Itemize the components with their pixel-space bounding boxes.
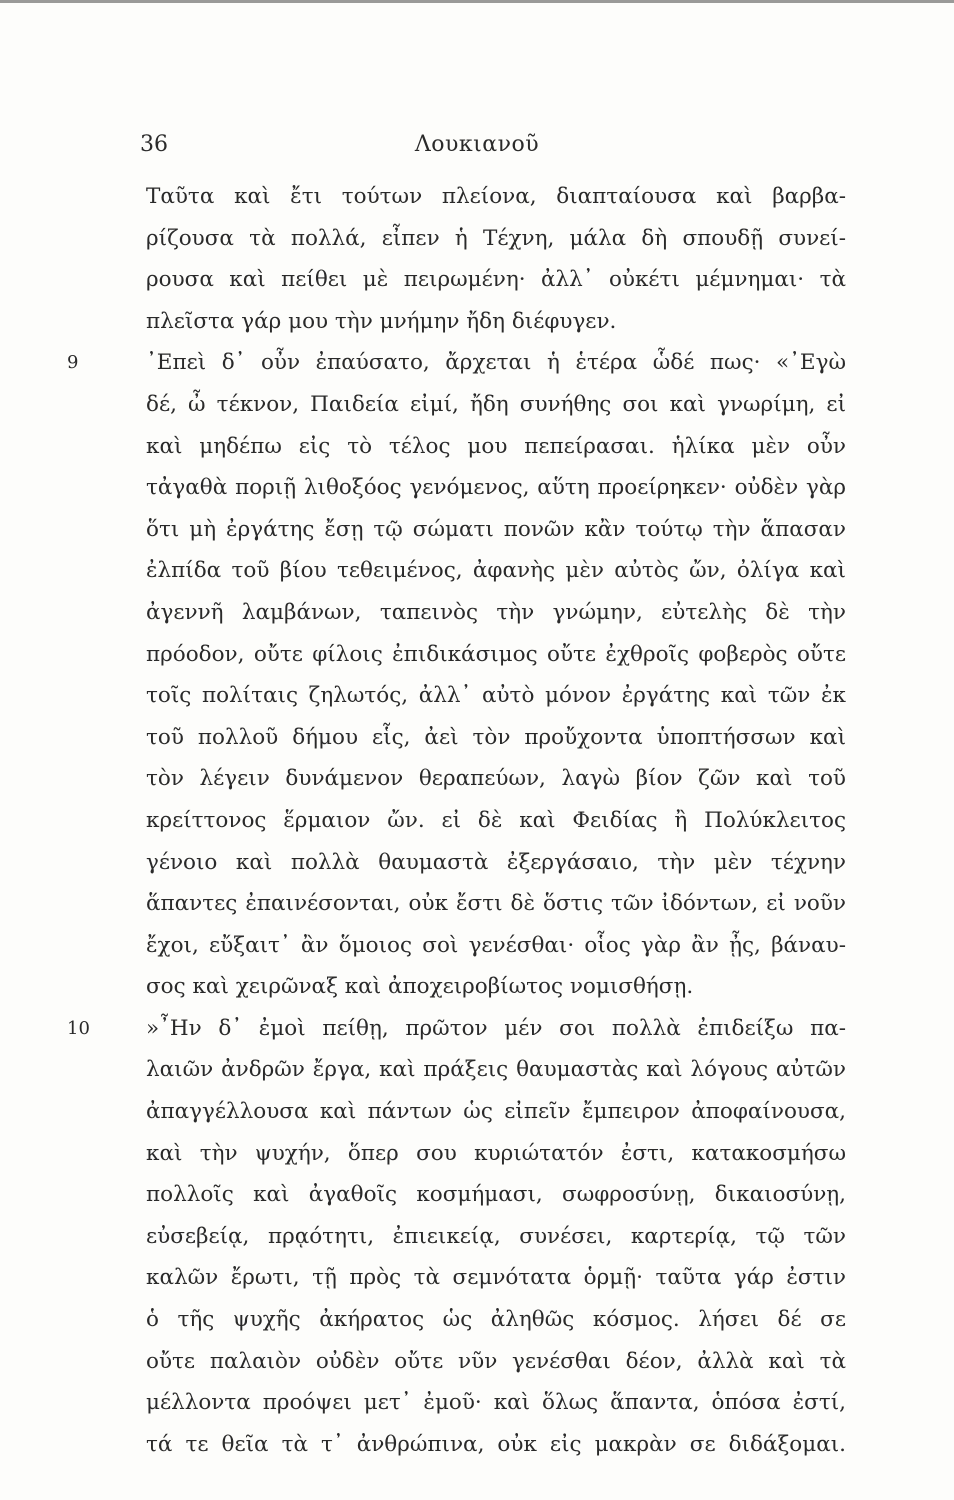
text-line	[67, 1008, 846, 1050]
line-text: δέ, ὦ τέκνον, Παιδεία εἰμί, ἤδη συνήθης σοι καὶ γνωρίμη, εἰ	[146, 391, 846, 417]
text-line	[146, 1049, 846, 1091]
line-text: καλῶν ἔρωτι, τῇ πρὸς τὰ σεμνότατα ὁρμῇ· ταῦτα γάρ ἐστιν	[146, 1265, 846, 1291]
line-text: γένοιο καὶ πολλὰ θαυμαστὰ ἐξεργάσαιο, τὴν μὲν τέχνην	[146, 849, 846, 875]
page-number: 36	[140, 132, 168, 157]
line-text: καὶ μηδέπω εἰς τὸ τέλος μου πεπείρασαι. ἡλίκα μὲν οὖν	[146, 433, 846, 459]
text-line	[146, 426, 846, 468]
text-line	[146, 925, 846, 967]
text-line	[146, 1299, 846, 1341]
line-text: πρόοδον, οὔτε φίλοις ἐπιδικάσιμος οὔτε ἐχθροῖς φοβερὸς οὔτε	[146, 641, 846, 667]
line-text: ἅπαντες ἐπαινέσονται, οὐκ ἔστι δὲ ὅστις τῶν ἰδόντων, εἰ νοῦν	[146, 891, 846, 917]
text-line	[146, 550, 846, 592]
line-text: ἀπαγγέλλουσα καὶ πάντων ὡς εἰπεῖν ἔμπειρον ἀποφαίνουσα,	[146, 1099, 846, 1125]
page-top-edge	[0, 0, 954, 3]
line-text: μέλλοντα προόψει μετ᾿ ἐμοῦ· καὶ ὅλως ἅπαντα, ὁπόσα ἐστί,	[146, 1390, 846, 1416]
text-line	[146, 675, 846, 717]
text-line	[146, 176, 846, 218]
line-text: λαιῶν ἀνδρῶν ἔργα, καὶ πράξεις θαυμαστὰς καὶ λόγους αὐτῶν	[146, 1057, 846, 1083]
line-text: »῏Ην δ᾿ ἐμοὶ πείθῃ, πρῶτον μέν σοι πολλὰ ἐπιδείξω πα-	[146, 1015, 846, 1041]
text-line	[146, 592, 846, 634]
text-line	[146, 1133, 846, 1175]
line-text: ᾿Επεὶ δ᾿ οὖν ἐπαύσατο, ἄρχεται ἡ ἑτέρα ὧδέ πως· «᾿Εγὼ	[146, 350, 846, 376]
line-text: πολλοῖς καὶ ἀγαθοῖς κοσμήμασι, σωφροσύνῃ, δικαιοσύνῃ,	[146, 1182, 846, 1208]
text-line	[146, 842, 846, 884]
line-text: ἐλπίδα τοῦ βίου τεθειμένος, ἀφανὴς μὲν αὐτὸς ὤν, ὀλίγα καὶ	[146, 558, 846, 584]
text-line	[146, 384, 846, 426]
line-text: ὁ τῆς ψυχῆς ἀκήρατος ὡς ἀληθῶς κόσμος. λήσει δέ σε	[146, 1307, 846, 1333]
section-number: 9	[67, 352, 79, 374]
line-text: οὔτε παλαιὸν οὐδὲν οὔτε νῦν γενέσθαι δέον, ἀλλὰ καὶ τὰ	[146, 1348, 846, 1374]
line-text: Ταῦτα καὶ ἔτι τούτων πλείονα, διαπταίουσα καὶ βαρβα-	[146, 184, 846, 209]
line-text: τά τε θεῖα τὰ τ᾿ ἀνθρώπινα, οὐκ εἰς μακρὰν σε διδάξομαι.	[146, 1431, 846, 1457]
running-head: Λουκιανοῦ	[414, 132, 540, 157]
line-text: ἀγεννῆ λαμβάνων, ταπεινὸς τὴν γνώμην, εὐτελὴς δὲ τὴν	[146, 599, 846, 625]
line-text: τἀγαθὰ ποριῇ λιθοξόος γενόμενος, αὕτη προείρηκεν· οὐδὲν γὰρ	[146, 475, 846, 501]
text-line	[146, 966, 846, 1008]
text-line	[146, 758, 846, 800]
line-text: κρείττονος ἕρμαιον ὤν. εἰ δὲ καὶ Φειδίας ἢ Πολύκλειτος	[146, 807, 846, 833]
line-text: σος καὶ χειρῶναξ καὶ ἀποχειροβίωτος νομισθήσῃ.	[146, 974, 694, 1000]
line-text: καὶ τὴν ψυχήν, ὅπερ σου κυριώτατόν ἐστι, κατακοσμήσω	[146, 1140, 846, 1166]
text-line	[67, 342, 846, 384]
text-line	[146, 883, 846, 925]
text-line	[146, 467, 846, 509]
text-line	[146, 1257, 846, 1299]
main-text	[67, 176, 846, 1465]
text-line	[146, 301, 846, 343]
text-line	[146, 1091, 846, 1133]
line-text: τοῦ πολλοῦ δήμου εἷς, ἀεὶ τὸν προὔχοντα ὑποπτήσσων καὶ	[146, 724, 846, 750]
line-text: τοῖς πολίταις ζηλωτός, ἀλλ᾿ αὐτὸ μόνον ἐργάτης καὶ τῶν ἐκ	[146, 683, 846, 709]
line-text: ρίζουσα τὰ πολλά, εἶπεν ἡ Τέχνη, μάλα δὴ σπουδῇ συνεί-	[146, 225, 846, 251]
text-line	[146, 1216, 846, 1258]
line-text: τὸν λέγειν δυνάμενον θεραπεύων, λαγὼ βίον ζῶν καὶ τοῦ	[146, 766, 846, 792]
text-line	[146, 259, 846, 301]
line-text: ὅτι μὴ ἐργάτης ἔσῃ τῷ σώματι πονῶν κἂν τούτῳ τὴν ἅπασαν	[146, 516, 846, 542]
text-line	[146, 1341, 846, 1383]
text-line	[146, 1174, 846, 1216]
line-text: πλεῖστα γάρ μου τὴν μνήμην ἤδη διέφυγεν.	[146, 308, 617, 334]
section-number: 10	[67, 1017, 90, 1039]
text-line	[146, 218, 846, 260]
text-line	[146, 717, 846, 759]
line-text: ἔχοι, εὔξαιτ᾿ ἂν ὅμοιος σοὶ γενέσθαι· οἷος γὰρ ἂν ᾖς, βάναυ-	[146, 932, 846, 958]
line-text: ρουσα καὶ πείθει μὲ πειρωμένη· ἀλλ᾿ οὐκέτι μέμνημαι· τὰ	[146, 267, 846, 293]
text-line	[146, 509, 846, 551]
text-line	[146, 1382, 846, 1424]
text-line	[146, 1424, 846, 1466]
line-text: εὐσεβείᾳ, πρᾳότητι, ἐπιεικείᾳ, συνέσει, καρτερίᾳ, τῷ τῶν	[146, 1223, 846, 1249]
text-line	[146, 634, 846, 676]
text-line	[146, 800, 846, 842]
